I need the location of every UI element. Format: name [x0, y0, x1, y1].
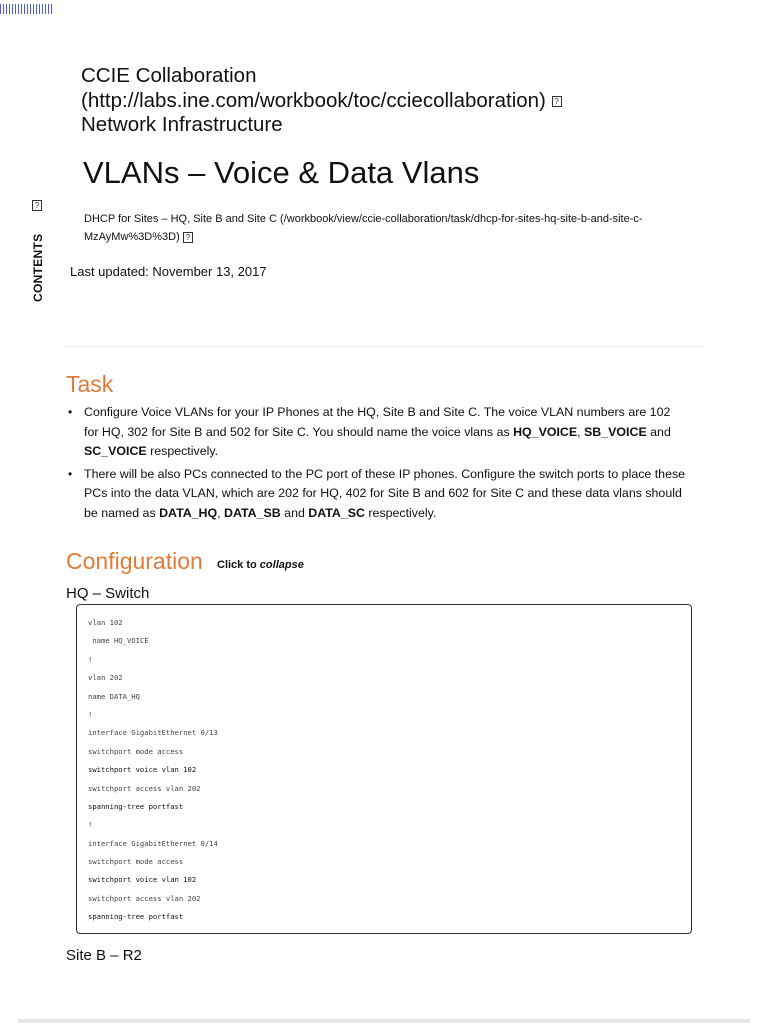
contents-toggle[interactable]: CONTENTS: [31, 233, 45, 302]
task-bold: SB_VOICE: [584, 424, 647, 439]
task-item: [68, 465, 688, 524]
code-line: vlan 202: [88, 673, 123, 683]
task-text: ,: [217, 505, 225, 520]
task-item: [68, 403, 688, 462]
code-line: switchport mode access: [88, 857, 184, 867]
bullet-dot: •: [68, 466, 73, 481]
code-line: switchport mode access: [88, 746, 184, 756]
site-b-heading: Site B – R2: [66, 947, 142, 964]
code-line: vlan 102: [88, 618, 123, 627]
external-link-icon: ?: [552, 96, 562, 107]
collapse-toggle-prefix: Click to: [217, 559, 260, 571]
code-line: switchport access vlan 202: [88, 893, 201, 903]
external-link-icon: ?: [183, 232, 193, 243]
task-heading: Task: [66, 371, 114, 397]
code-line: name DATA_HQ: [88, 691, 140, 701]
code-line: switchport voice vlan 102: [88, 765, 197, 775]
code-line: !: [88, 654, 93, 664]
task-text: Configure Voice VLANs for your IP Phones at the HQ, Site B and Site C. The voice VLAN numbers are 102 for HQ, 302 for Site B and 502 for Site C. You should name the voice vlans as: [84, 405, 671, 439]
code-line: !: [88, 709, 93, 719]
breadcrumb-section[interactable]: Network Infrastructure: [81, 113, 283, 136]
task-bold: SC_VOICE: [84, 444, 147, 458]
task-text: ,: [577, 424, 585, 439]
code-line: name HQ_VOICE: [88, 636, 149, 646]
previous-task-text[interactable]: DHCP for Sites – HQ, Site B and Site C (/workbook/view/ccie-collaboration/task/dhcp-for-sites-hq-site-b-and-site-c-MzAyMw%3D%3D): [84, 213, 643, 243]
collapse-toggle[interactable]: [217, 559, 304, 571]
task-bold: DATA_SC: [308, 505, 365, 520]
hq-switch-heading: HQ – Switch: [66, 585, 150, 602]
task-text: respectively.: [146, 444, 219, 458]
previous-task-link[interactable]: [84, 210, 664, 246]
task-bold: HQ_VOICE: [513, 424, 578, 439]
code-line: !: [88, 820, 93, 830]
task-bold: DATA_HQ: [159, 505, 218, 520]
task-text: There will be also PCs connected to the PC port of these IP phones. Configure the switch ports to place these PCs into the data VLAN, which are 202 for HQ, 402 for Site B and 602 for Site C and these data vlans should be named as: [84, 466, 686, 520]
code-line: switchport voice vlan 102: [88, 875, 197, 885]
task-text: and: [280, 505, 309, 520]
breadcrumb: [81, 64, 562, 138]
page-title: VLANs – Voice & Data Vlans: [83, 155, 480, 190]
configuration-heading: Configuration: [66, 548, 203, 574]
last-updated: Last updated: November 13, 2017: [70, 264, 267, 279]
breadcrumb-course-link[interactable]: CCIE Collaboration: [81, 64, 257, 87]
task-bold: DATA_SB: [224, 505, 281, 520]
collapse-toggle-action[interactable]: collapse: [259, 559, 304, 571]
code-line: interface GigabitEthernet 0/14: [88, 838, 218, 848]
hq-config-code-block: [76, 604, 692, 934]
task-text: and: [646, 424, 671, 439]
top-tick-strip: [0, 4, 52, 14]
code-line: spanning-tree portfast: [88, 912, 184, 922]
code-line: spanning-tree portfast: [88, 801, 184, 811]
bullet-dot: •: [68, 405, 73, 419]
code-line: switchport access vlan 202: [88, 783, 201, 793]
divider: [66, 346, 704, 347]
toc-toggle-icon[interactable]: ?: [32, 200, 42, 211]
breadcrumb-course-url[interactable]: (http://labs.ine.com/workbook/toc/cciecollaboration): [81, 88, 546, 112]
code-line: interface GigabitEthernet 0/13: [88, 728, 218, 738]
task-text: respectively.: [364, 505, 437, 520]
horizontal-scrollbar[interactable]: [18, 1019, 750, 1023]
task-list: [68, 403, 688, 526]
